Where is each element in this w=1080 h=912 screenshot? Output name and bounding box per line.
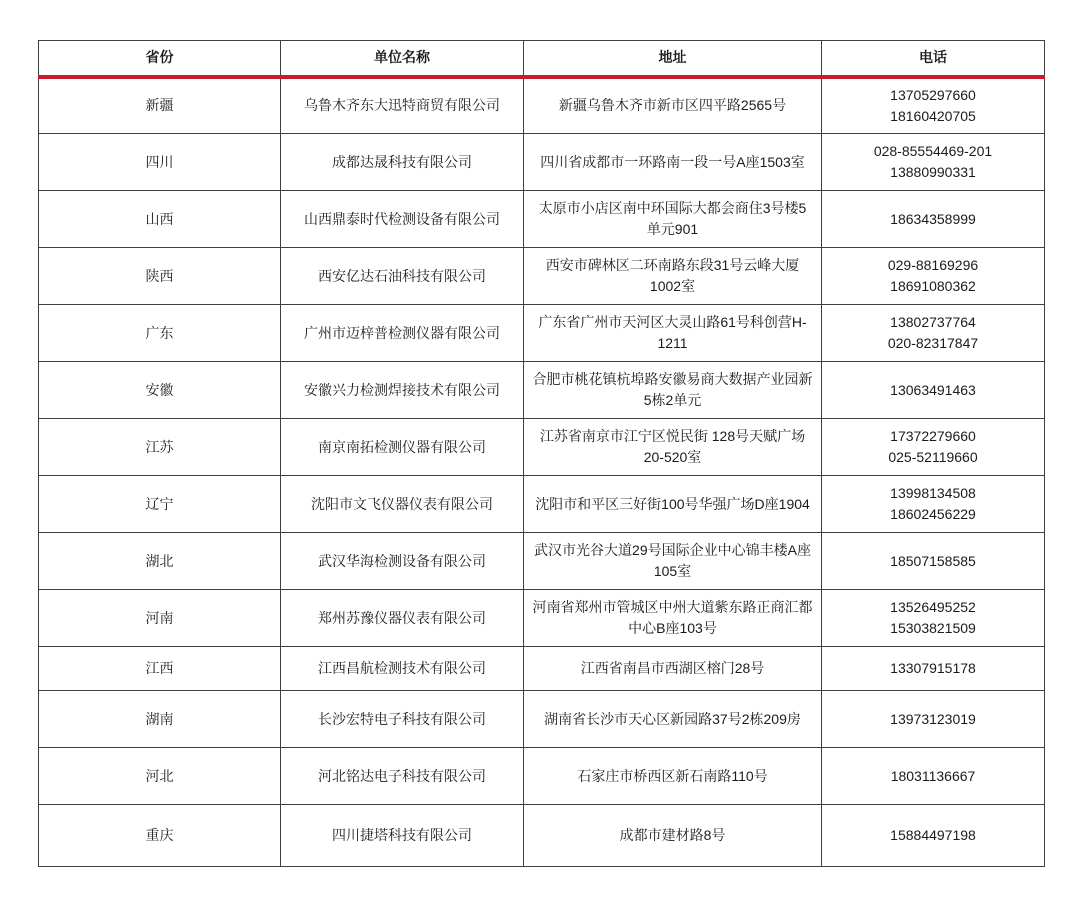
cell-company: 沈阳市文飞仪器仪表有限公司 xyxy=(281,476,524,533)
cell-address: 广东省广州市天河区大灵山路61号科创营H-1211 xyxy=(524,305,822,362)
cell-phone xyxy=(822,647,1045,691)
table-row xyxy=(39,590,1045,647)
cell-province: 安徽 xyxy=(39,362,281,419)
cell-province: 湖南 xyxy=(39,691,281,748)
cell-address: 沈阳市和平区三好街100号华强广场D座1904 xyxy=(524,476,822,533)
column-header-company: 单位名称 xyxy=(281,41,524,77)
phone-number: 18507158585 xyxy=(890,552,976,569)
cell-address: 河南省郑州市管城区中州大道紫东路正商汇都中心B座103号 xyxy=(524,590,822,647)
cell-address: 武汉市光谷大道29号国际企业中心锦丰楼A座105室 xyxy=(524,533,822,590)
cell-address: 江西省南昌市西湖区榕门28号 xyxy=(524,647,822,691)
cell-address: 石家庄市桥西区新石南路110号 xyxy=(524,748,822,805)
table-body xyxy=(39,77,1045,867)
column-header-address: 地址 xyxy=(524,41,822,77)
cell-company: 西安亿达石油科技有限公司 xyxy=(281,248,524,305)
table-row xyxy=(39,362,1045,419)
table-row xyxy=(39,419,1045,476)
cell-phone xyxy=(822,805,1045,867)
cell-company: 武汉华海检测设备有限公司 xyxy=(281,533,524,590)
phone-number: 18031136667 xyxy=(890,767,976,784)
cell-address: 太原市小店区南中环国际大都会商住3号楼5单元901 xyxy=(524,191,822,248)
phone-number: 13802737764 xyxy=(890,314,976,330)
cell-province: 辽宁 xyxy=(39,476,281,533)
table-row xyxy=(39,691,1045,748)
table-row xyxy=(39,748,1045,805)
cell-address: 成都市建材路8号 xyxy=(524,805,822,867)
column-header-phone: 电话 xyxy=(822,41,1045,77)
cell-company: 广州市迈梓普检测仪器有限公司 xyxy=(281,305,524,362)
cell-province: 江苏 xyxy=(39,419,281,476)
cell-phone xyxy=(822,533,1045,590)
cell-phone xyxy=(822,248,1045,305)
cell-company: 山西鼎泰时代检测设备有限公司 xyxy=(281,191,524,248)
cell-company: 江西昌航检测技术有限公司 xyxy=(281,647,524,691)
cell-phone xyxy=(822,691,1045,748)
table-row xyxy=(39,805,1045,867)
cell-company: 南京南拓检测仪器有限公司 xyxy=(281,419,524,476)
cell-company: 河北铭达电子科技有限公司 xyxy=(281,748,524,805)
table-row xyxy=(39,647,1045,691)
cell-company: 乌鲁木齐东大迅特商贸有限公司 xyxy=(281,77,524,134)
phone-number: 025-52119660 xyxy=(888,449,978,465)
cell-phone xyxy=(822,419,1045,476)
cell-phone xyxy=(822,362,1045,419)
phone-number: 13705297660 xyxy=(890,86,976,103)
cell-address: 合肥市桃花镇杭埠路安徽易商大数据产业园新5栋2单元 xyxy=(524,362,822,419)
cell-company: 长沙宏特电子科技有限公司 xyxy=(281,691,524,748)
cell-phone xyxy=(822,134,1045,191)
phone-number: 13063491463 xyxy=(890,381,976,398)
phone-number: 17372279660 xyxy=(890,428,976,444)
cell-province: 湖北 xyxy=(39,533,281,590)
phone-number: 13973123019 xyxy=(890,710,976,727)
cell-phone xyxy=(822,476,1045,533)
cell-address: 西安市碑林区二环南路东段31号云峰大厦1002室 xyxy=(524,248,822,305)
cell-phone xyxy=(822,305,1045,362)
phone-number: 028-85554469-201 xyxy=(873,143,993,159)
cell-company: 郑州苏豫仪器仪表有限公司 xyxy=(281,590,524,647)
table-row xyxy=(39,77,1045,134)
table-row xyxy=(39,134,1045,191)
cell-province: 四川 xyxy=(39,134,281,191)
phone-number: 15303821509 xyxy=(890,620,976,636)
cell-address: 湖南省长沙市天心区新园路37号2栋209房 xyxy=(524,691,822,748)
table-row xyxy=(39,476,1045,533)
phone-number: 020-82317847 xyxy=(887,335,979,351)
cell-province: 江西 xyxy=(39,647,281,691)
phone-number: 029-88169296 xyxy=(887,257,979,273)
phone-number: 18602456229 xyxy=(890,506,976,522)
cell-province: 山西 xyxy=(39,191,281,248)
cell-address: 江苏省南京市江宁区悦民街 128号天赋广场20-520室 xyxy=(524,419,822,476)
cell-province: 新疆 xyxy=(39,77,281,134)
table-row xyxy=(39,191,1045,248)
table-row xyxy=(39,305,1045,362)
phone-number: 13880990331 xyxy=(890,164,976,180)
table-row xyxy=(39,248,1045,305)
cell-province: 陕西 xyxy=(39,248,281,305)
phone-number: 18634358999 xyxy=(890,210,976,227)
phone-number: 13307915178 xyxy=(890,660,976,676)
cell-company: 成都达晟科技有限公司 xyxy=(281,134,524,191)
phone-number: 15884497198 xyxy=(890,827,976,843)
cell-address: 新疆乌鲁木齐市新市区四平路2565号 xyxy=(524,77,822,134)
cell-company: 四川捷塔科技有限公司 xyxy=(281,805,524,867)
phone-number: 13998134508 xyxy=(890,485,976,501)
cell-province: 广东 xyxy=(39,305,281,362)
cell-address: 四川省成都市一环路南一段一号A座1503室 xyxy=(524,134,822,191)
cell-phone xyxy=(822,590,1045,647)
phone-number: 18691080362 xyxy=(890,278,976,294)
table-header xyxy=(39,41,1045,77)
phone-number: 18160420705 xyxy=(890,107,976,124)
cell-company: 安徽兴力检测焊接技术有限公司 xyxy=(281,362,524,419)
column-header-province: 省份 xyxy=(39,41,281,77)
cell-province: 河南 xyxy=(39,590,281,647)
cell-phone xyxy=(822,191,1045,248)
phone-number: 13526495252 xyxy=(890,599,976,615)
cell-phone xyxy=(822,77,1045,134)
header-row xyxy=(39,41,1045,77)
cell-phone xyxy=(822,748,1045,805)
cell-province: 河北 xyxy=(39,748,281,805)
cell-province: 重庆 xyxy=(39,805,281,867)
table-row xyxy=(39,533,1045,590)
distributor-contact-table xyxy=(38,40,1045,867)
